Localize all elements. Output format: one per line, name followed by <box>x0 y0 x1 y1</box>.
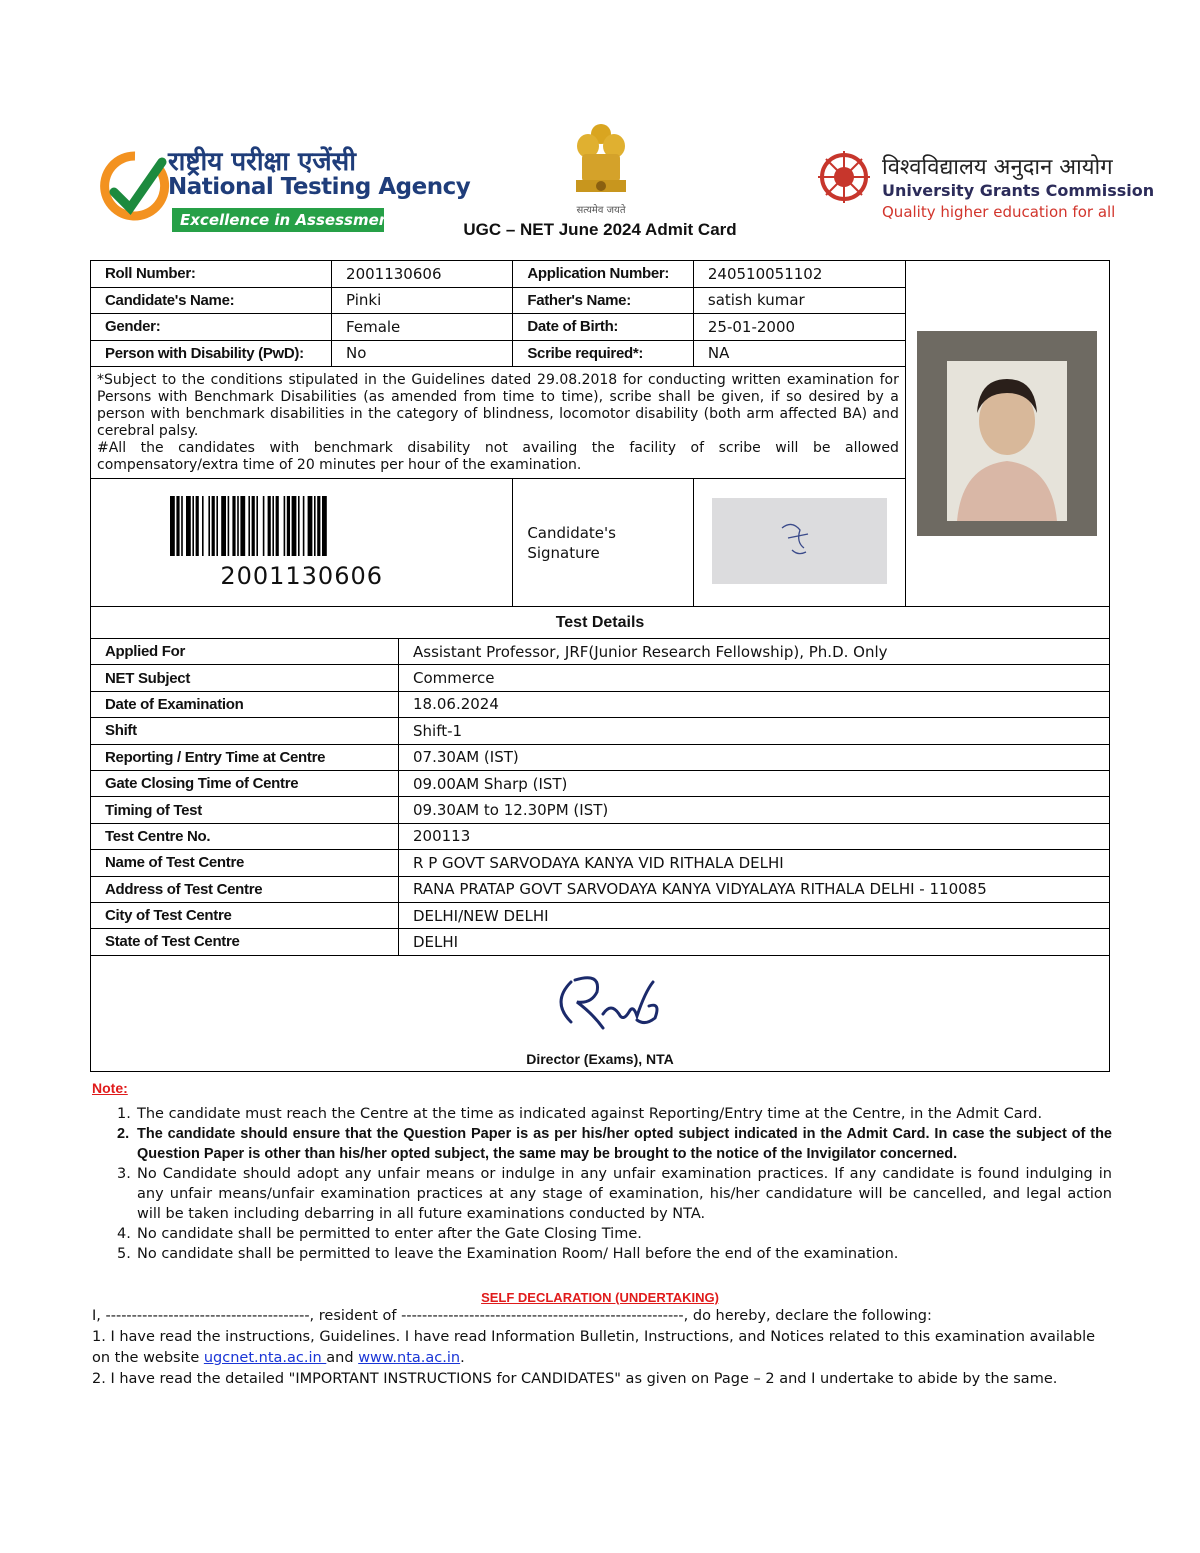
row-value: R P GOVT SARVODAYA KANYA VID RITHALA DELHI <box>399 850 1110 876</box>
signature-label: Candidate's Signature <box>513 479 694 607</box>
director-title: Director (Exams), NTA <box>526 1051 674 1067</box>
declaration-text: 1. I have read the instructions, Guidelines. I have read Information Bulletin, Instructions, and Notices related to this examination available on the website <box>92 1329 1096 1366</box>
row-label: Timing of Test <box>91 797 399 823</box>
scribe-value: NA <box>693 340 905 367</box>
barcode-bar <box>322 496 327 556</box>
gender-value: Female <box>332 314 513 341</box>
row-value: 09.00AM Sharp (IST) <box>399 770 1110 796</box>
barcode-bar <box>317 496 320 556</box>
barcode-bar <box>227 496 229 556</box>
ugc-hindi-name: विश्वविद्यालय अनुदान आयोग <box>882 155 1113 180</box>
barcode-bar <box>208 496 210 556</box>
note-title: Note: <box>92 1080 128 1096</box>
row-value: 18.06.2024 <box>399 691 1110 717</box>
pwd-value: No <box>332 340 513 367</box>
barcode-bar <box>195 496 198 556</box>
list-item: 4. No candidate shall be permitted to enter after the Gate Closing Time. <box>117 1226 642 1242</box>
row-value: 09.30AM to 12.30PM (IST) <box>399 797 1110 823</box>
barcode-bar <box>202 496 204 556</box>
roll-number-label: Roll Number: <box>91 261 332 288</box>
list-item: 1. The candidate must reach the Centre at the time as indicated against Reporting/Entry time at the Centre, in the Admit Card. <box>117 1106 1043 1122</box>
emblem-motto: सत्यमेव जयते <box>576 205 626 216</box>
barcode-bar <box>237 496 239 556</box>
row-value: 200113 <box>399 823 1110 849</box>
application-number-label: Application Number: <box>513 261 694 288</box>
row-value: DELHI/NEW DELHI <box>399 902 1110 928</box>
row-value: DELHI <box>399 929 1110 955</box>
barcode-bar <box>170 496 175 556</box>
candidate-name-label: Candidate's Name: <box>91 287 332 314</box>
barcode-bar <box>302 496 304 556</box>
row-value: Shift-1 <box>399 718 1110 744</box>
barcode-bar <box>262 496 264 556</box>
note-text: No candidate shall be permitted to leave the Examination Room/ Hall before the end of the examination. <box>137 1246 899 1262</box>
candidate-name-value: Pinki <box>332 287 513 314</box>
row-value: RANA PRATAP GOVT SARVODAYA KANYA VIDYALAYA RITHALA DELHI - 110085 <box>399 876 1110 902</box>
notes-list <box>117 1104 1112 1264</box>
row-label: Reporting / Entry Time at Centre <box>91 744 399 770</box>
note-text: No candidate shall be permitted to enter after the Gate Closing Time. <box>137 1226 642 1242</box>
list-item: 2. The candidate should ensure that the Question Paper is as per his/her opted subject indicated in the Admit Card. In case the subject of the Question Paper is other than his/her opted subject, the same may be brought to the notice of the Invigilator concerned. <box>117 1126 1112 1162</box>
barcode-bar <box>286 496 289 556</box>
barcode-bar <box>186 496 191 556</box>
table-row <box>91 902 1110 928</box>
father-name-label: Father's Name: <box>513 287 694 314</box>
note-text: No Candidate should adopt any unfair means or indulge in any unfair examination practices. If any candidate is found indulging in any unfair means/unfair examination practices at any stage of examination, his/her candidature will be cancelled, and legal action will be taken including debarring in all future examinations conducted by NTA. <box>137 1166 1112 1222</box>
scribe-note: *Subject to the conditions stipulated in the Guidelines dated 29.08.2018 for conducting written examination for Persons with Benchmark Disabilities (as amended from time to time), scribe shall be given, if so desired by a person with benchmark disabilities in the category of blindness, locomotor disability (both arm affected BA) and cerebral palsy. <box>97 371 899 439</box>
table-row <box>91 639 1110 665</box>
ugc-emblem-icon <box>812 149 876 219</box>
barcode-bar <box>248 496 250 556</box>
declaration-intro: I, ---------------------------------------, resident of ------------------------------------------------------, do hereby, declare the following: <box>92 1308 932 1324</box>
barcode-bar <box>275 496 278 556</box>
table-row <box>91 797 1110 823</box>
table-row <box>91 876 1110 902</box>
ugc-tagline: Quality higher education for all <box>882 203 1116 221</box>
note-text: The candidate should ensure that the Question Paper is as per his/her opted subject indicated in the Admit Card. In case the subject of the Question Paper is other than his/her opted subject, the same may be brought to the notice of the Invigilator concerned. <box>137 1126 1112 1162</box>
father-name-value: satish kumar <box>693 287 905 314</box>
test-details-header: Test Details <box>91 607 1110 639</box>
table-row <box>91 691 1110 717</box>
list-item: 3. No Candidate should adopt any unfair means or indulge in any unfair examination practices. If any candidate is found indulging in any unfair means/unfair examination practices at any stage of examination, his/her candidature will be cancelled, and legal action will be taken including debarring in all future examinations conducted by NTA. <box>117 1166 1112 1222</box>
barcode <box>170 496 434 556</box>
row-value: Commerce <box>399 665 1110 691</box>
declaration-text: . <box>460 1350 465 1366</box>
row-label: NET Subject <box>91 665 399 691</box>
lion-capital-icon <box>566 118 636 204</box>
row-label: State of Test Centre <box>91 929 399 955</box>
barcode-bar <box>291 496 296 556</box>
nta-link[interactable]: www.nta.ac.in <box>358 1350 461 1366</box>
barcode-bar <box>307 496 312 556</box>
barcode-bar <box>181 496 183 556</box>
row-label: Date of Examination <box>91 691 399 717</box>
barcode-bar <box>211 496 214 556</box>
compensatory-time-note: #All the candidates with benchmark disability not availing the facility of scribe will be allowed compensatory/extra time of 20 minutes per hour of the examination. <box>97 439 899 473</box>
national-emblem <box>566 118 636 218</box>
row-label: Gate Closing Time of Centre <box>91 770 399 796</box>
barcode-cell <box>91 479 513 607</box>
director-signature-box <box>90 956 1110 1072</box>
table-row <box>91 823 1110 849</box>
row-label: Applied For <box>91 639 399 665</box>
dob-label: Date of Birth: <box>513 314 694 341</box>
row-label: City of Test Centre <box>91 902 399 928</box>
table-row <box>91 744 1110 770</box>
scribe-label: Scribe required*: <box>513 340 694 367</box>
table-row <box>91 850 1110 876</box>
declaration-item-2: 2. I have read the detailed "IMPORTANT INSTRUCTIONS for CANDIDATES" as given on Page – 2 and I undertake to abide by the same. <box>92 1371 1058 1387</box>
row-value: Assistant Professor, JRF(Junior Research Fellowship), Ph.D. Only <box>399 639 1110 665</box>
disability-note <box>91 367 906 479</box>
table-row <box>91 929 1110 955</box>
barcode-bar <box>256 496 258 556</box>
ugc-english-name: University Grants Commission <box>882 181 1155 200</box>
candidate-photo <box>917 331 1097 536</box>
dob-value: 25-01-2000 <box>693 314 905 341</box>
barcode-bar <box>298 496 300 556</box>
roll-number-value: 2001130606 <box>332 261 513 288</box>
barcode-bar <box>272 496 274 556</box>
nta-tagline: Excellence in Assessment <box>172 208 384 232</box>
self-declaration <box>92 1306 1107 1390</box>
list-item: 5. No candidate shall be permitted to leave the Examination Room/ Hall before the end of the examination. <box>117 1246 899 1262</box>
declaration-item-1 <box>92 1327 1107 1369</box>
page-title: UGC – NET June 2024 Admit Card <box>463 220 737 239</box>
ugcnet-link[interactable]: ugcnet.nta.ac.in <box>203 1350 327 1366</box>
table-row <box>91 718 1110 744</box>
ugc-logo <box>812 145 1155 225</box>
barcode-bar <box>192 496 194 556</box>
pwd-label: Person with Disability (PwD): <box>91 340 332 367</box>
declaration-text: and <box>326 1350 359 1366</box>
gender-label: Gender: <box>91 314 332 341</box>
barcode-bar <box>251 496 254 556</box>
director-signature <box>541 962 681 1042</box>
row-label: Name of Test Centre <box>91 850 399 876</box>
barcode-bar <box>240 496 245 556</box>
row-label: Test Centre No. <box>91 823 399 849</box>
nta-english-name: National Testing Agency <box>168 174 471 200</box>
row-value: 07.30AM (IST) <box>399 744 1110 770</box>
photo-cell <box>905 261 1109 607</box>
test-details-table <box>90 606 1110 956</box>
barcode-bar <box>314 496 316 556</box>
signature-cell <box>693 479 905 607</box>
table-row <box>91 770 1110 796</box>
barcode-bar <box>176 496 179 556</box>
note-text: The candidate must reach the Centre at the time as indicated against Reporting/Entry time at the Centre, in the Admit Card. <box>137 1106 1043 1122</box>
table-row <box>91 665 1110 691</box>
barcode-bar <box>216 496 218 556</box>
barcode-bar <box>221 496 226 556</box>
barcode-bar <box>232 496 235 556</box>
row-label: Address of Test Centre <box>91 876 399 902</box>
barcode-bar <box>283 496 285 556</box>
application-number-value: 240510051102 <box>693 261 905 288</box>
barcode-bar <box>267 496 270 556</box>
row-label: Shift <box>91 718 399 744</box>
barcode-number: 2001130606 <box>220 561 384 590</box>
nta-hindi-name: राष्ट्रीय परीक्षा एजेंसी <box>168 147 356 177</box>
self-declaration-title: SELF DECLARATION (UNDERTAKING) <box>481 1290 719 1305</box>
candidate-signature <box>712 498 887 584</box>
candidate-details-table <box>90 260 1110 607</box>
